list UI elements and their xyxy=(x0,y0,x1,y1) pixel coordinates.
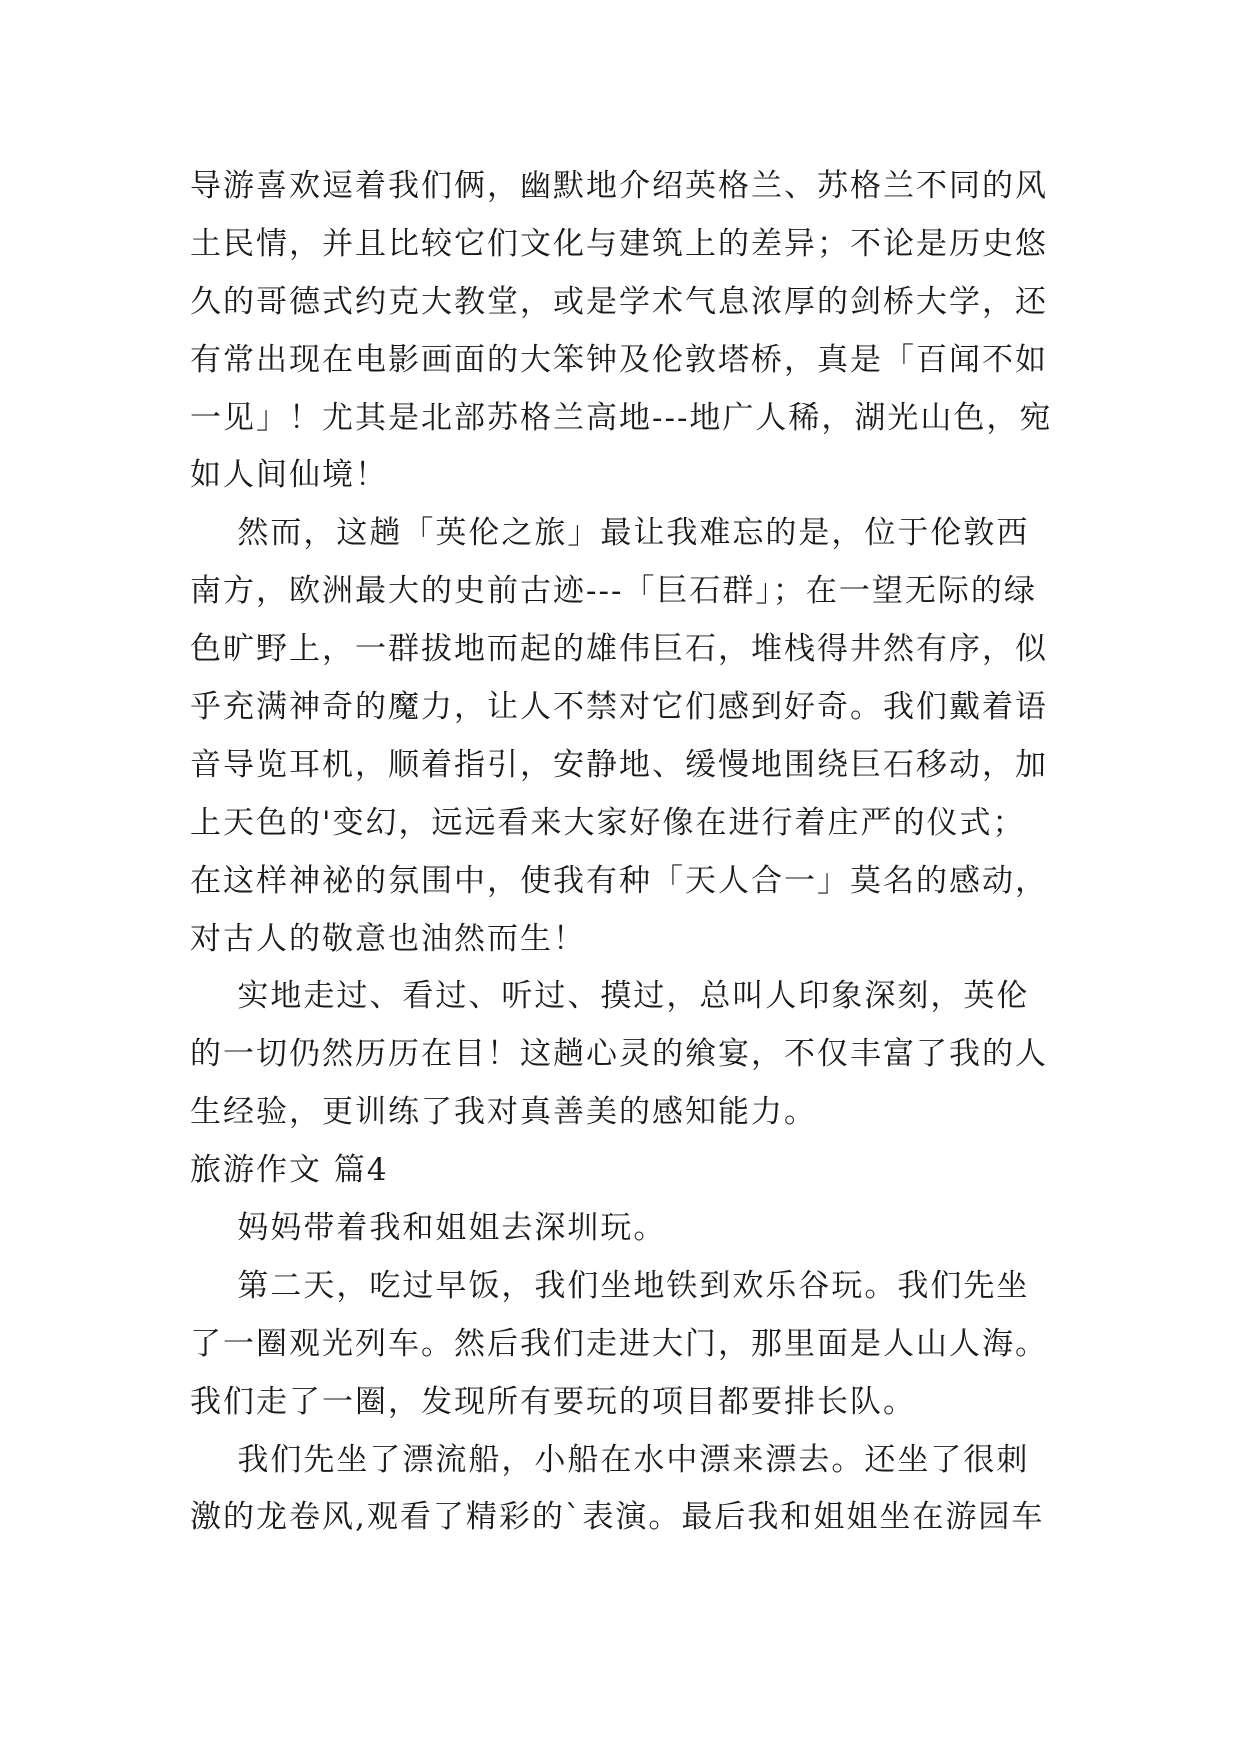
text-line: 乎充满神奇的魔力，让人不禁对它们感到好奇。我们戴着语 xyxy=(190,689,1048,726)
text-line: 上天色的'变幻，远远看来大家好像在进行着庄严的仪式； xyxy=(190,804,1026,841)
text-line: 一见」！尤其是北部苏格兰高地---地广人稀，湖光山色，宛 xyxy=(190,399,1053,436)
text-line: 音导览耳机，顺着指引，安静地、缓慢地围绕巨石移动，加 xyxy=(190,746,1048,783)
text-line: 在这样神祕的氛围中，使我有种「天人合一」莫名的感动， xyxy=(190,862,1048,899)
text-line: 妈妈带着我和姐姐去深圳玩。 xyxy=(190,1210,667,1247)
text-line: 我们走了一圈，发现所有要玩的项目都要排长队。 xyxy=(190,1383,916,1420)
text-line: 色旷野上，一群拔地而起的雄伟巨石，堆栈得井然有序，似 xyxy=(190,631,1048,668)
text-line: 然而，这趟「英伦之旅」最让我难忘的是，位于伦敦西 xyxy=(190,515,1030,552)
text-line: 我们先坐了漂流船，小船在水中漂来漂去。还坐了很刺 xyxy=(190,1441,1030,1478)
text-line: 土民情，并且比较它们文化与建筑上的差异；不论是历史悠 xyxy=(190,225,1048,262)
text-line: 南方，欧洲最大的史前古迹---「巨石群」；在一望无际的绿 xyxy=(190,573,1037,610)
text-line: 第二天，吃过早饭，我们坐地铁到欢乐谷玩。我们先坐 xyxy=(190,1267,1030,1304)
text-line: 导游喜欢逗着我们俩，幽默地介绍英格兰、苏格兰不同的风 xyxy=(190,168,1048,204)
text-line: 了一圈观光列车。然后我们走进大门，那里面是人山人海。 xyxy=(190,1325,1048,1362)
text-line: 的一切仍然历历在目！这趟心灵的飨宴，不仅丰富了我的人 xyxy=(190,1036,1048,1073)
text-line: 有常出现在电影画面的大笨钟及伦敦塔桥，真是「百闻不如 xyxy=(190,341,1048,378)
text-line: 对古人的敬意也油然而生！ xyxy=(190,920,586,957)
text-line: 久的哥德式约克大教堂，或是学术气息浓厚的剑桥大学，还 xyxy=(190,283,1048,320)
text-line: 生经验，更训练了我对真善美的感知能力。 xyxy=(190,1094,817,1131)
text-line: 实地走过、看过、听过、摸过，总叫人印象深刻，英伦 xyxy=(190,978,1030,1015)
document-body xyxy=(190,158,1070,1547)
text-line: 激的龙卷风,观看了精彩的`表演。最后我和姐姐坐在游园车 xyxy=(190,1499,1045,1536)
text-line: 如人间仙境！ xyxy=(190,457,388,494)
section-heading: 旅游作文 篇4 xyxy=(190,1152,389,1189)
